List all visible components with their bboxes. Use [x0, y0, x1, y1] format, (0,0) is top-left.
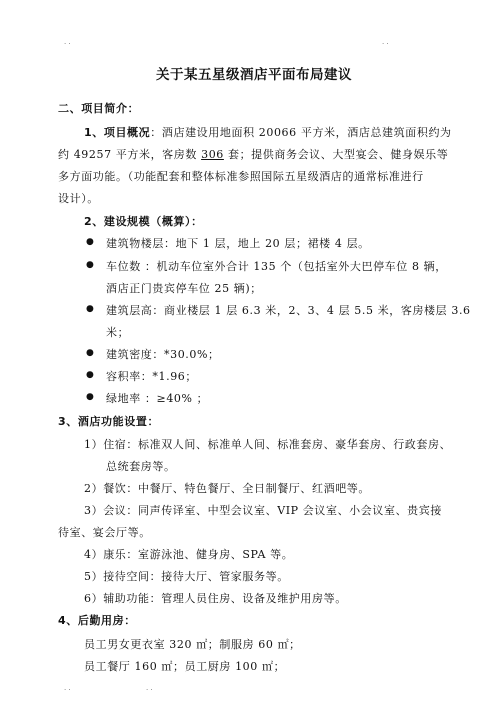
- scale-heading: 2、建设规模（概算）：: [84, 215, 203, 228]
- function-item: 6）辅助功能：管理人员住房、设备及维护用房等。: [84, 592, 347, 605]
- function-item: 4）康乐：室游泳池、健身房、SPA 等。: [84, 548, 294, 561]
- room-count: 306: [201, 148, 224, 161]
- footer-dot: . .: [146, 684, 153, 692]
- document-title: 关于某五星级酒店平面布局建议: [156, 67, 352, 83]
- overview-line-3: 多方面功能。（功能配套和整体标准参照国际五星级酒店的通常标准进行: [58, 170, 424, 183]
- function-item: 3）会议：同声传译室、中型会议室、VIP 会议室、小会议室、贵宾接: [84, 504, 442, 517]
- function-item: 总统套房等。: [106, 460, 176, 473]
- section-heading-logistics: 4、后勤用房：: [58, 614, 136, 627]
- overview-text: 套；提供商务会议、大型宴会、健身娱乐等: [223, 148, 449, 161]
- function-item: 5）接待空间：接待大厅、管家服务等。: [84, 570, 289, 583]
- overview-line-4: 设计）。: [58, 192, 99, 205]
- header-dot: . .: [382, 38, 389, 46]
- overview-label: 1、项目概况: [84, 126, 151, 139]
- function-item: 2）餐饮：中餐厅、特色餐厅、全日制餐厅、红酒吧等。: [84, 482, 370, 495]
- function-item: 待室、宴会厅等。: [58, 526, 151, 539]
- scale-item: 酒店正门贵宾停车位 25 辆)；: [106, 282, 262, 295]
- logistics-item: 员工男女更衣室 320 ㎡；制服房 60 ㎡；: [84, 638, 301, 651]
- section-heading-functions: 3、酒店功能设置：: [58, 415, 160, 428]
- header-dot: . .: [64, 38, 71, 46]
- scale-item: 建筑密度：*30.0%；: [106, 348, 220, 361]
- overview-line-1: [84, 124, 452, 140]
- footer-dot: . .: [64, 684, 71, 692]
- section-heading-project-intro: 二、项目简介：: [58, 102, 140, 115]
- scale-item: 米；: [106, 326, 130, 339]
- bullet-icon: ●: [86, 370, 94, 380]
- overview-text: ：酒店建设用地面积 20066 平方米，酒店总建筑面积约为: [150, 126, 452, 139]
- scale-item: 建筑物楼层：地下 1 层，地上 20 层；裙楼 4 层。: [106, 237, 370, 250]
- scale-item: 建筑层高：商业楼层 1 层 6.3 米，2、3、4 层 5.5 米，客房楼层 3.6: [106, 304, 471, 317]
- bullet-icon: ●: [86, 237, 94, 247]
- bullet-icon: ●: [86, 392, 94, 402]
- bullet-icon: ●: [86, 304, 94, 314]
- scale-item: 车位数 ：机动车位室外合计 135 个（包括室外大巴停车位 8 辆，: [106, 260, 447, 273]
- scale-item: 绿地率 ：≥40% ；: [106, 392, 209, 405]
- overview-text: 约 49257 平方米，客房数: [58, 148, 202, 161]
- scale-item: 容积率：*1.96；: [106, 370, 197, 383]
- overview-line-2: [58, 146, 448, 162]
- logistics-item: 员工餐厅 160 ㎡；员工厨房 100 ㎡；: [84, 660, 286, 673]
- function-item: 1）住宿：标准双人间、标准单人间、标准套房、豪华套房、行政套房、: [84, 438, 452, 451]
- bullet-icon: ●: [86, 348, 94, 358]
- bullet-icon: ●: [86, 260, 94, 270]
